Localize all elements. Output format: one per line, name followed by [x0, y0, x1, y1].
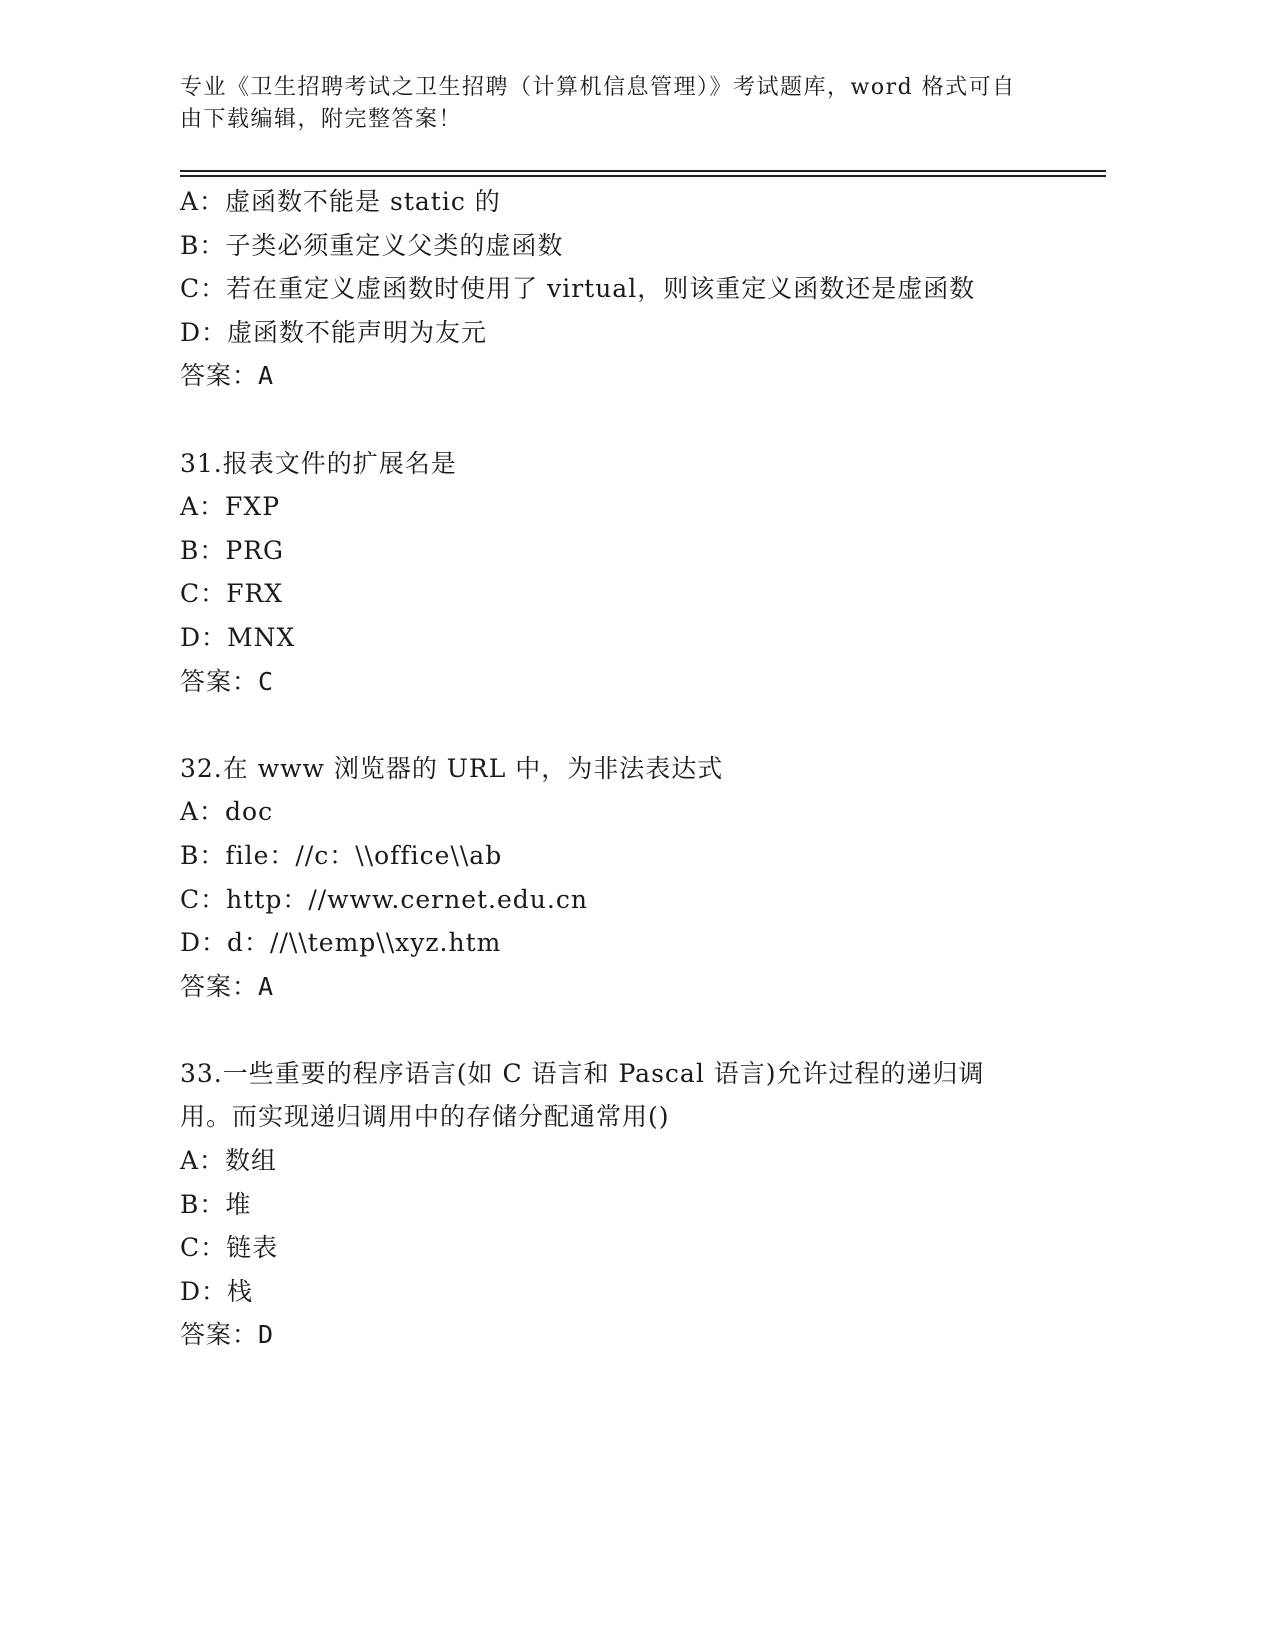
option-a: A：虚函数不能是 static 的 [180, 187, 501, 216]
header-line-1: 专业《卫生招聘考试之卫生招聘（计算机信息管理）》考试题库，word 格式可自 [180, 75, 1016, 100]
option-d: D：虚函数不能声明为友元 [180, 317, 488, 347]
header-divider-top [180, 170, 1106, 172]
option-a: A：FXP [180, 492, 281, 522]
option-c: C：FRX [180, 579, 284, 609]
question-list [180, 180, 1080, 1357]
question-33 [180, 1052, 1080, 1357]
question-30 [180, 180, 1080, 398]
question-text-line-1: 33.一些重要的程序语言(如 C 语言和 Pascal 语言)允许过程的递归调 [180, 1058, 985, 1088]
question-31 [180, 442, 1080, 704]
option-d: D：d：//\\temp\\xyz.htm [180, 928, 502, 958]
question-text: 32.在 www 浏览器的 URL 中，为非法表达式 [180, 753, 724, 783]
option-a: A：数组 [180, 1146, 278, 1176]
header-line-2: 由下载编辑，附完整答案！ [180, 107, 463, 132]
option-d: D：栈 [180, 1276, 254, 1306]
option-c: C：若在重定义虚函数时使用了 virtual，则该重定义函数还是虚函数 [180, 274, 976, 304]
option-c: C：链表 [180, 1233, 279, 1263]
answer-label: 答案：A [180, 361, 275, 391]
option-a: A：doc [180, 797, 274, 827]
question-32 [180, 747, 1080, 1009]
option-b: B：子类必须重定义父类的虚函数 [180, 230, 564, 260]
option-c: C：http：//www.cernet.edu.cn [180, 884, 588, 914]
question-text-line-2: 用。而实现递归调用中的存储分配通常用() [180, 1102, 670, 1132]
header-divider-bottom [180, 175, 1106, 177]
document-header [180, 72, 1060, 136]
option-b: B：file：//c：\\office\\ab [180, 840, 503, 870]
answer-label: 答案：D [180, 1320, 275, 1350]
option-b: B：堆 [180, 1189, 252, 1219]
option-b: B：PRG [180, 535, 284, 565]
answer-label: 答案：C [180, 666, 275, 696]
answer-label: 答案：A [180, 971, 275, 1001]
question-text: 31.报表文件的扩展名是 [180, 448, 457, 478]
option-d: D：MNX [180, 622, 296, 652]
